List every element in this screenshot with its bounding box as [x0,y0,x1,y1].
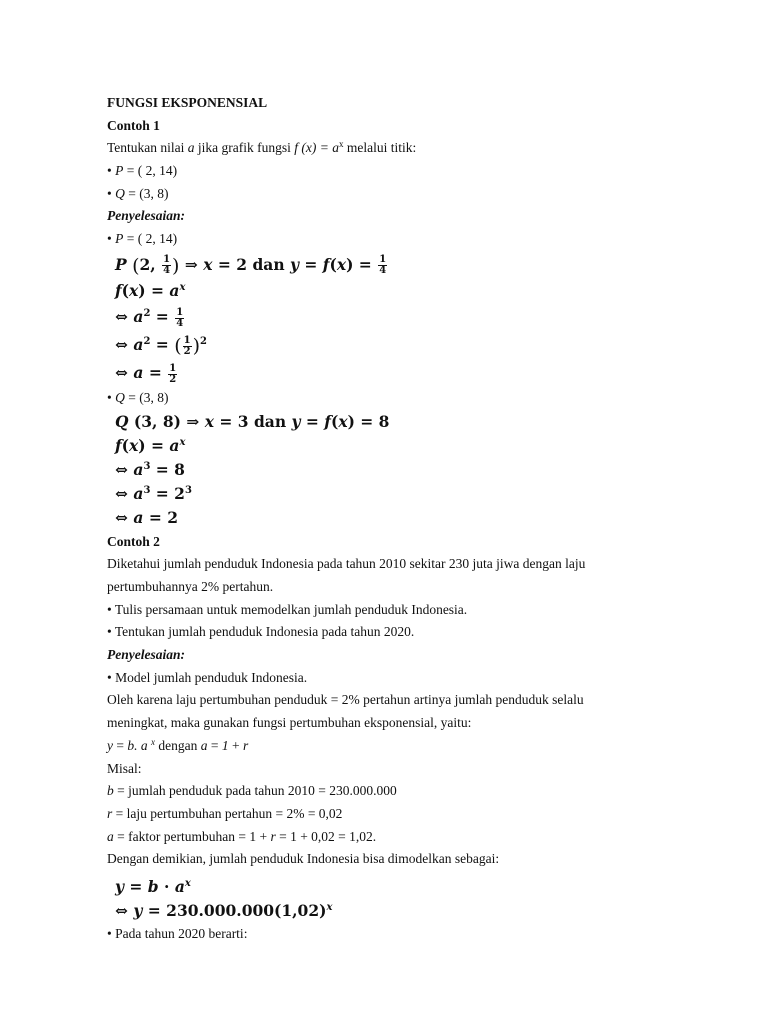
p-step-2: $f(x) = a^x$ [115,280,186,300]
p-step-1: P (2, $\frac{1}{4}$ ) ⇒ x = 2 dan y = f(x) = $\frac{1}{4}$ [115,254,387,277]
point-p-bullet: • P = ( 2, 14) [107,163,178,179]
growth-formula-line: y = b. a $^x$ dengan a = 1 + r [107,736,249,753]
b-definition: b = jumlah penduduk pada tahun 2010 = 230.000.000 [107,783,397,799]
point-q-bullet: • Q = (3, 8) [107,185,169,201]
r-definition: r = laju pertumbuhan pertahun = 2% = 0,02 [107,805,343,821]
explanation-line-2: meningkat, maka gunakan fungsi pertumbuhan eksponensial, yaitu: [107,715,472,731]
q-step-2: $f(x) = a^x$ [115,435,186,455]
example-2-heading: Contoh 2 [107,533,160,549]
model-step-2: ⇔ $y = 230.000.000(1,02)^x$ [115,901,333,921]
example-1-question: Tentukan nilai a jika grafik fungsi f $(x) = a^x$ melalui titik: [107,139,417,156]
model-intro: Dengan demikian, jumlah penduduk Indonesia bisa dimodelkan sebagai: [107,851,500,867]
q-step-3: ⇔ $a^3 = 8$ [115,460,185,480]
p-step-3: ⇔ $a^2$ = $\frac{1}{4}$ [115,306,184,329]
example-2-paragraph-line-2: pertumbuhannya 2% pertahun. [107,579,274,594]
example-2-paragraph-line-1: Diketahui jumlah penduduk Indonesia pada tahun 2010 sekitar 230 juta jiwa dengan laju [107,556,586,572]
example-1-heading: Contoh 1 [107,117,160,133]
a-definition: a = faktor pertumbuhan = 1 + r = 1 + 0,02 = 1,02. [107,828,377,844]
q-step-4: ⇔ $a^3 = 2^3$ [115,484,192,504]
point-q-solution-bullet: • Q = (3, 8) [107,390,169,405]
example-2-bullet-1: • Tulis persamaan untuk memodelkan jumlah penduduk Indonesia. [107,601,468,617]
q-step-5: ⇔ a = 2 [115,508,179,528]
p-step-5: ⇔ a = $\frac{1}{2}$ [115,362,177,385]
solution-1-heading: Penyelesaian: [107,208,185,224]
q-step-1: Q (3, 8) ⇒ x = 3 dan y = f(x) = 8 [115,411,390,431]
year-2020-bullet: • Pada tahun 2020 berarti: [107,926,248,942]
p-step-4: ⇔ $a^2$ = ( $\frac{1}{2}$ )$^2$ [115,334,207,357]
point-p-solution-bullet: • P = ( 2, 14) [107,231,178,247]
explanation-line-1: Oleh karena laju pertumbuhan penduduk = 2% pertahun artinya jumlah penduduk selalu [107,692,584,708]
example-2-bullet-2: • Tentukan jumlah penduduk Indonesia pada tahun 2020. [107,624,415,640]
misal-label: Misal: [107,760,142,776]
model-step-1: $y = b \cdot a^x$ [115,876,191,896]
document-title: FUNGSI EKSPONENSIAL [107,95,268,110]
model-bullet: • Model jumlah penduduk Indonesia. [107,669,308,685]
solution-2-heading: Penyelesaian: [107,647,185,663]
document-page [107,92,707,946]
